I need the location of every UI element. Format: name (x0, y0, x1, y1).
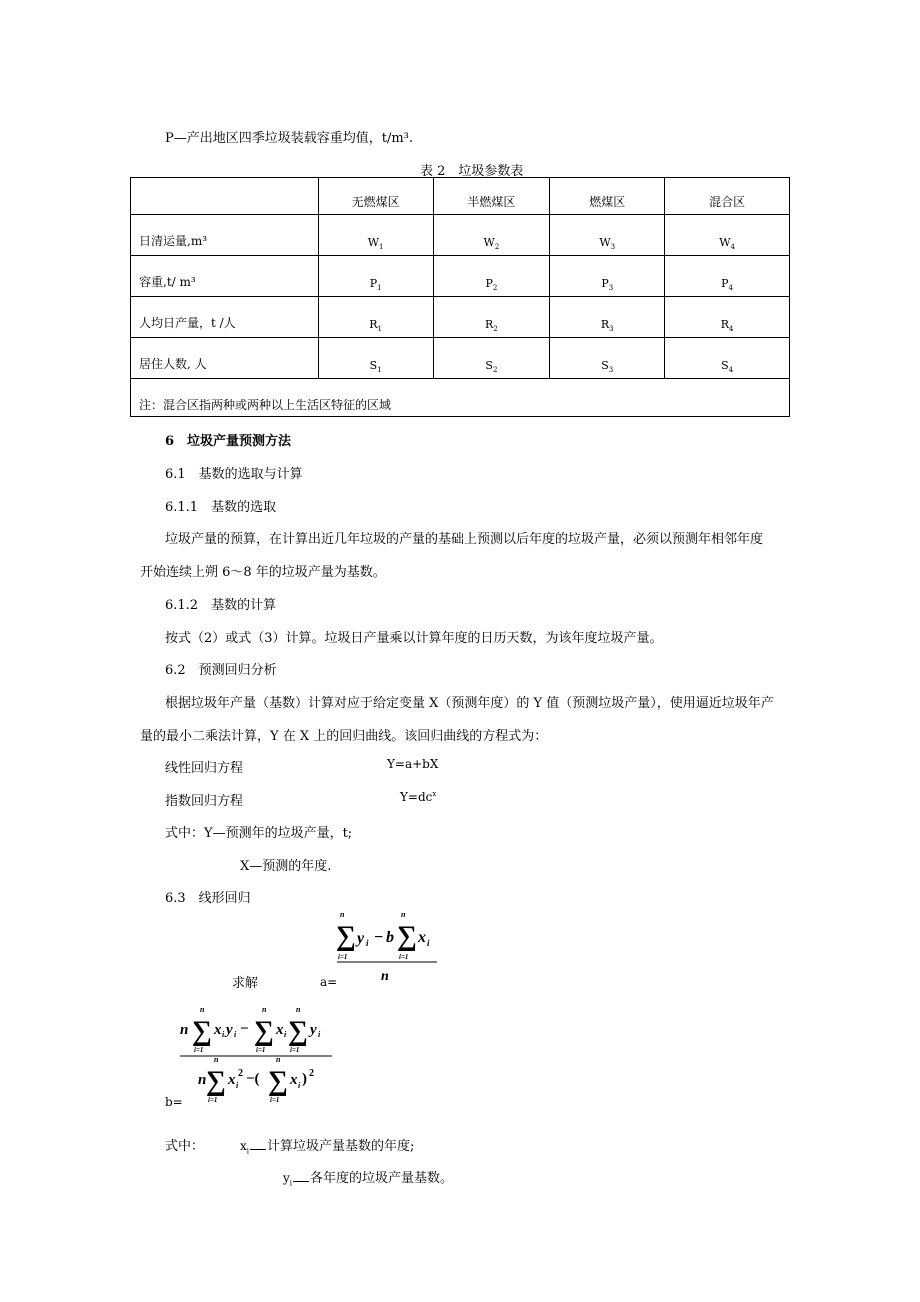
table-cell: $S_3$ (550, 338, 665, 379)
svg-text:∑: ∑ (288, 1016, 308, 1047)
section-6-1-1-heading: 6.1.1 基数的选取 (165, 500, 277, 515)
paragraph-3-line-2: 量的最小二乘法计算，Y 在 X 上的回归曲线。该回归曲线的方程式为： (140, 729, 548, 744)
svg-text:y: y (226, 1022, 233, 1038)
row-label: 日清运量,m³ (131, 215, 319, 256)
svg-text:i=1: i=1 (256, 1046, 266, 1054)
yi-definition (283, 1167, 453, 1187)
table-row (131, 338, 790, 379)
svg-text:i: i (427, 938, 430, 948)
svg-text:i: i (366, 938, 369, 948)
table-header-cell: 无燃煤区 (318, 178, 433, 215)
svg-text:n: n (381, 969, 389, 984)
table-cell: $P_3$ (550, 256, 665, 297)
svg-text:): ) (302, 1071, 307, 1087)
linear-regression-equation: Y=a+bX (387, 757, 439, 771)
svg-text:2: 2 (238, 1068, 243, 1079)
solve-label: 求解 (232, 976, 259, 991)
table-cell: $R_4$ (665, 297, 790, 338)
table-cell: $W_4$ (665, 215, 790, 256)
formula-b (178, 1000, 338, 1105)
section-6-1-2-heading: 6.1.2 基数的计算 (165, 598, 277, 613)
section-6-heading: 6 垃圾产量预测方法 (165, 434, 292, 449)
svg-text:x: x (228, 1072, 236, 1088)
svg-text:b: b (386, 929, 394, 946)
b-label: b= (165, 1095, 183, 1109)
svg-text:x: x (418, 929, 426, 946)
svg-text:−(: −( (246, 1071, 260, 1087)
linear-regression-label: 线性回归方程 (165, 761, 244, 776)
svg-text:∑: ∑ (397, 921, 417, 952)
table-note: 注：混合区指两种或两种以上生活区特征的区域 (131, 379, 790, 417)
svg-text:i=1: i=1 (270, 1096, 280, 1104)
svg-text:∑: ∑ (192, 1016, 212, 1047)
where-y-definition: 式中：Y—预测年的垃圾产量，t; (165, 826, 353, 841)
svg-text:i=1: i=1 (338, 953, 348, 961)
xi-rule (250, 1149, 266, 1150)
svg-text:∑: ∑ (268, 1066, 288, 1097)
table-header-cell (131, 178, 319, 215)
svg-text:x: x (214, 1022, 222, 1038)
formula-b-graphic (178, 1000, 338, 1105)
table-cell: $P_4$ (665, 256, 790, 297)
svg-text:−: − (374, 929, 384, 946)
table-cell: $R_2$ (433, 297, 550, 338)
svg-text:i=1: i=1 (208, 1096, 218, 1104)
svg-text:n: n (276, 1055, 281, 1064)
exponential-regression-label: 指数回归方程 (165, 794, 244, 809)
table-header-row (131, 178, 790, 215)
svg-text:y: y (357, 930, 365, 947)
svg-text:∑: ∑ (206, 1066, 226, 1097)
svg-text:n: n (198, 1072, 207, 1088)
xi-definition (240, 1135, 414, 1155)
svg-text:i: i (298, 1081, 301, 1090)
formula-a (335, 905, 440, 985)
table-header-cell: 混合区 (665, 178, 790, 215)
table-cell: $S_4$ (665, 338, 790, 379)
paragraph-1-line-2: 开始连续上朔 6～8 年的垃圾产量为基数。 (140, 565, 386, 580)
svg-text:i: i (318, 1030, 321, 1039)
paragraph-2: 按式（2）或式（3）计算。垃圾日产量乘以计算年度的日历天数，为该年度垃圾产量。 (165, 631, 663, 646)
table-cell: $W_1$ (318, 215, 433, 256)
yi-rule (293, 1181, 309, 1182)
svg-text:i: i (284, 1030, 287, 1039)
svg-text:∑: ∑ (254, 1016, 274, 1047)
xi-definition-text: 计算垃圾产量基数的年度; (267, 1139, 415, 1154)
exponential-regression-equation: $Y=dc^x$ (400, 790, 437, 804)
svg-text:x: x (290, 1072, 298, 1088)
table-cell: $R_1$ (318, 297, 433, 338)
table-row (131, 256, 790, 297)
table-note-row (131, 379, 790, 417)
table-caption: 表 2 垃圾参数表 (420, 164, 524, 179)
table-row (131, 297, 790, 338)
svg-text:n: n (296, 1005, 301, 1014)
where-xi-prefix: 式中： (165, 1139, 205, 1154)
table-cell: $W_2$ (433, 215, 550, 256)
table-cell: $P_1$ (318, 256, 433, 297)
table-cell: $R_3$ (550, 297, 665, 338)
svg-text:i=1: i=1 (194, 1046, 204, 1054)
svg-text:i=1: i=1 (399, 953, 409, 961)
svg-text:n: n (180, 1022, 189, 1038)
svg-text:i: i (236, 1081, 239, 1090)
intro-line: P—产出地区四季垃圾装载容重均值，t/m³. (165, 131, 414, 146)
row-label: 居住人数, 人 (131, 338, 319, 379)
table-header-cell: 半燃煤区 (433, 178, 550, 215)
svg-text:n: n (214, 1055, 219, 1064)
svg-text:2: 2 (309, 1068, 314, 1079)
svg-text:y: y (310, 1022, 317, 1038)
row-label: 人均日产量，t /人 (131, 297, 319, 338)
table-header-cell: 燃煤区 (550, 178, 665, 215)
paragraph-3-line-1: 根据垃圾年产量（基数）计算对应于给定变量 X（预测年度）的 Y 值（预测垃圾产量），使用逼近垃圾年产 (165, 696, 774, 711)
svg-text:−: − (240, 1021, 249, 1037)
svg-text:n: n (401, 910, 406, 919)
where-x-definition: X—预测的年度. (240, 859, 332, 874)
table-cell: $W_3$ (550, 215, 665, 256)
parameter-table (130, 177, 790, 417)
svg-text:x: x (276, 1022, 284, 1038)
yi-definition-text: 各年度的垃圾产量基数。 (310, 1171, 454, 1186)
paragraph-1-line-1: 垃圾产量的预算，在计算出近几年垃圾的产量的基础上预测以后年度的垃圾产量，必须以预测年相邻年度 (165, 532, 764, 547)
svg-text:∑: ∑ (336, 921, 356, 952)
xi-symbol: $x_i$ (240, 1139, 250, 1156)
row-label: 容重,t/ m³ (131, 256, 319, 297)
svg-text:i=1: i=1 (290, 1046, 300, 1054)
a-label: a= (320, 975, 338, 989)
formula-a-graphic (335, 905, 440, 985)
section-6-1-heading: 6.1 基数的选取与计算 (165, 467, 303, 482)
table-row (131, 215, 790, 256)
svg-text:i: i (222, 1030, 225, 1039)
yi-symbol: $y_i$ (283, 1171, 293, 1188)
table-cell: $S_2$ (433, 338, 550, 379)
svg-text:n: n (262, 1005, 267, 1014)
table-cell: $P_2$ (433, 256, 550, 297)
svg-text:n: n (340, 910, 345, 919)
section-6-3-heading: 6.3 线形回归 (165, 891, 251, 906)
section-6-2-heading: 6.2 预测回归分析 (165, 663, 277, 678)
svg-text:n: n (200, 1005, 205, 1014)
svg-text:i: i (234, 1030, 237, 1039)
table-cell: $S_1$ (318, 338, 433, 379)
